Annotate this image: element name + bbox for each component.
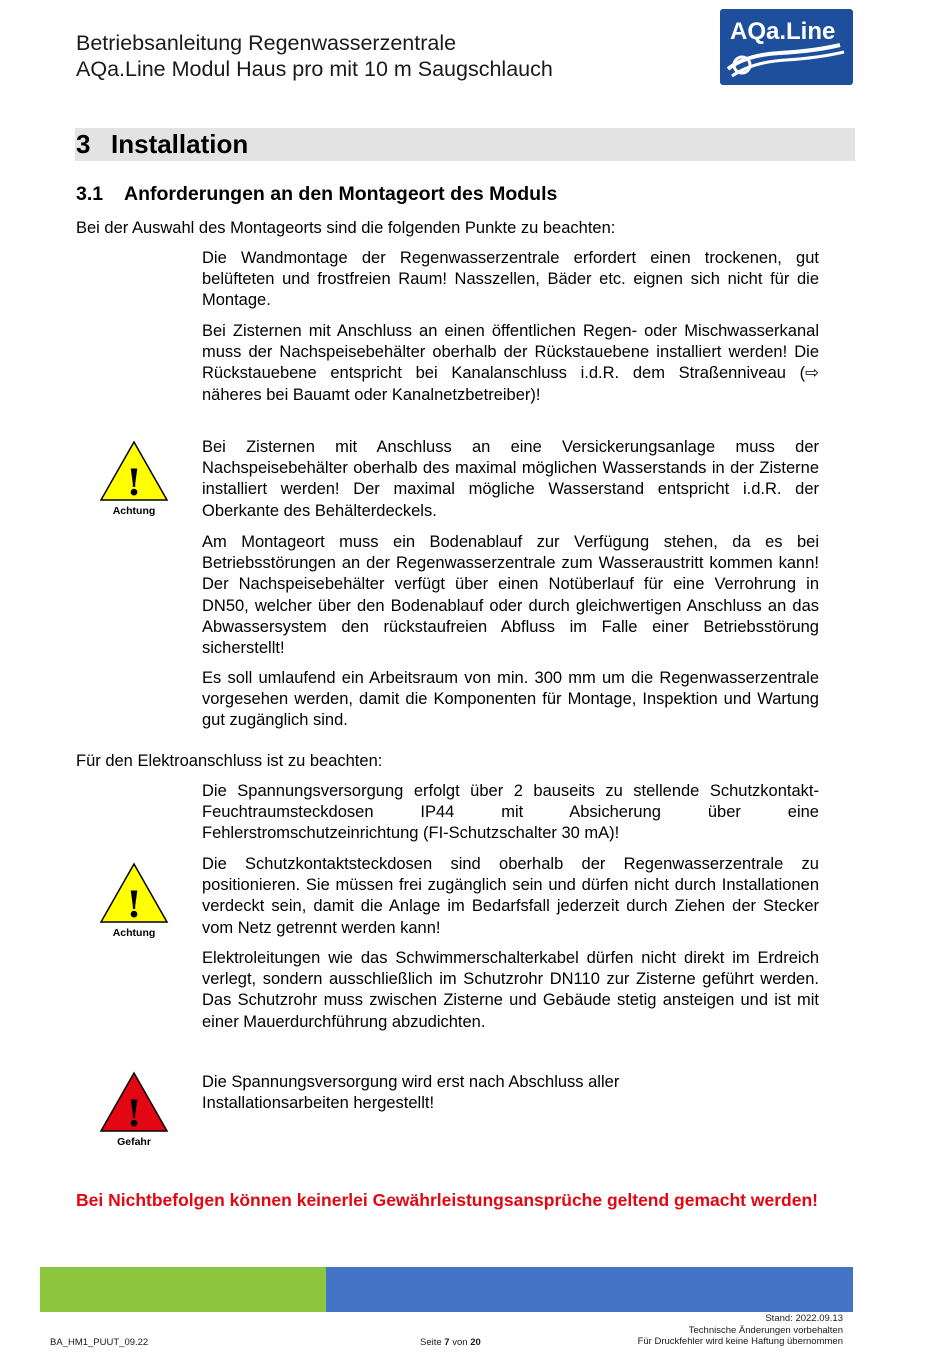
title-line-1: Betriebsanleitung Regenwasserzentrale xyxy=(76,31,457,55)
document-title xyxy=(76,30,553,82)
electro-intro: Für den Elektroanschluss ist zu beachten: xyxy=(76,752,383,770)
montage-paragraph: Es soll umlaufend ein Arbeitsraum von min. 300 mm um die Regenwasserzentrale vorgesehen werden, damit die Komponenten für Montage, Inspektion und Wartung gut zugänglich sind. xyxy=(202,669,819,730)
danger-line-2: Installationsarbeiten hergestellt! xyxy=(202,1094,435,1113)
warning-triangle-icon xyxy=(99,440,169,502)
footer-date: Stand: 2022.09.13 xyxy=(765,1313,843,1324)
subsection-number: 3.1 xyxy=(76,183,104,205)
montage-paragraph: Am Montageort muss ein Bodenablauf zur Verfügung stehen, da es bei Betriebsstörungen an der Regenwasserzentrale zum Wasseraustritt kommen kann! Der Nachspeisebehälter verfügt über einen Notüberlauf für eine Verrohrung in DN50, welcher über den Bodenablauf oder durch gleichwertigen Anschluss an das Abwassersystem den rückstaufreien Abfluss im Falle einer Betriebsstörung sicherstellt! xyxy=(202,533,819,658)
intro-text: Bei der Auswahl des Montageorts sind die folgenden Punkte zu beachten: xyxy=(76,219,616,237)
logo-text: AQa.Line xyxy=(730,18,836,45)
svg-text:!: ! xyxy=(126,462,142,502)
gefahr-warning xyxy=(98,1071,170,1148)
achtung-warning xyxy=(98,440,170,517)
achtung-warning xyxy=(98,862,170,939)
electro-paragraph: Die Schutzkontaktsteckdosen sind oberhalb der Regenwasserzentrale zu positionieren. Sie müssen frei zugänglich sein und dürfen nicht durch Installationen verdeckt sein, damit die Anlage im Bedarfsfall jederzeit durch Ziehen der Stecker vom Netz getrennt werden kann! xyxy=(202,855,819,937)
footer-changes: Technische Änderungen vorbehalten xyxy=(688,1324,843,1336)
page-word: Seite xyxy=(420,1337,442,1348)
page-total: 20 xyxy=(470,1337,481,1348)
warranty-notice: Bei Nichtbefolgen können keinerlei Gewährleistungsansprüche geltend gemacht werden! xyxy=(76,1190,818,1210)
electro-paragraph: Elektroleitungen wie das Schwimmerschalterkabel dürfen nicht direkt im Erdreich verlegt, sondern ausschließlich im Schutzrohr DN110 zur Zisterne geführt werden. Das Schutzrohr muss zwischen Zisterne und Gebäude stetig ansteigen und ist mit einer Mauerdurchführung abzudichten. xyxy=(202,949,819,1031)
footer-doc-id: BA_HM1_PUUT_09.22 xyxy=(50,1337,149,1348)
danger-line-1: Die Spannungsversorgung wird erst nach Abschluss aller xyxy=(202,1073,620,1091)
montage-paragraph: Die Wandmontage der Regenwasserzentrale erfordert einen trockenen, gut belüfteten und frostfreien Raum! Nasszellen, Bäder etc. eignen sich nicht für die Montage. xyxy=(202,249,819,310)
section-title: Installation xyxy=(111,129,249,159)
svg-text:!: ! xyxy=(126,1093,142,1133)
section-heading xyxy=(76,128,248,161)
electro-paragraph: Die Spannungsversorgung erfolgt über 2 bauseits zu stellende Schutzkontakt-Feuchtraumsteckdosen IP44 mit Absicherung über eine Fehlerstromschutzeinrichtung (FI-Schutzschalter 30 mA)! xyxy=(202,782,819,843)
subsection-heading xyxy=(76,181,557,207)
section-number: 3 xyxy=(76,129,91,159)
subsection-title: Anforderungen an den Montageort des Moduls xyxy=(124,183,558,205)
page-of-word: von xyxy=(452,1337,468,1348)
page-number xyxy=(420,1337,481,1349)
danger-label: Gefahr xyxy=(117,1136,151,1148)
warning-triangle-icon xyxy=(99,862,169,924)
svg-text:!: ! xyxy=(126,884,142,924)
footer-disclaimer: Für Druckfehler wird keine Haftung übernommen xyxy=(637,1336,843,1347)
montage-paragraph: Bei Zisternen mit Anschluss an einen öffentlichen Regen- oder Mischwasserkanal muss der Nachspeisebehälter oberhalb der Rückstauebene installiert werden! Die Rückstauebene entspricht bei Kanalanschluss i.d.R. dem Straßenniveau (⇨ näheres bei Bauamt oder Kanalnetzbetreiber)! xyxy=(202,322,819,404)
montage-paragraph: Bei Zisternen mit Anschluss an eine Versickerungsanlage muss der Nachspeisebehälter oberhalb des maximal möglichen Wasserstands in der Zisterne installiert werden! Der maximal mögliche Wasserstand entspricht i.d.R. der Oberkante des Behälterdeckels. xyxy=(202,438,819,520)
danger-paragraph xyxy=(202,1072,819,1114)
footer-bar-blue xyxy=(326,1267,853,1312)
warning-label: Achtung xyxy=(112,927,156,939)
title-line-2: AQa.Line Modul Haus pro mit 10 m Saugschlauch xyxy=(76,57,553,81)
footer-info xyxy=(638,1313,843,1348)
warning-label: Achtung xyxy=(112,505,156,517)
page-current: 7 xyxy=(444,1337,450,1348)
danger-triangle-icon xyxy=(99,1071,169,1133)
aqaline-logo xyxy=(720,9,853,85)
footer-bar-green xyxy=(40,1267,326,1312)
